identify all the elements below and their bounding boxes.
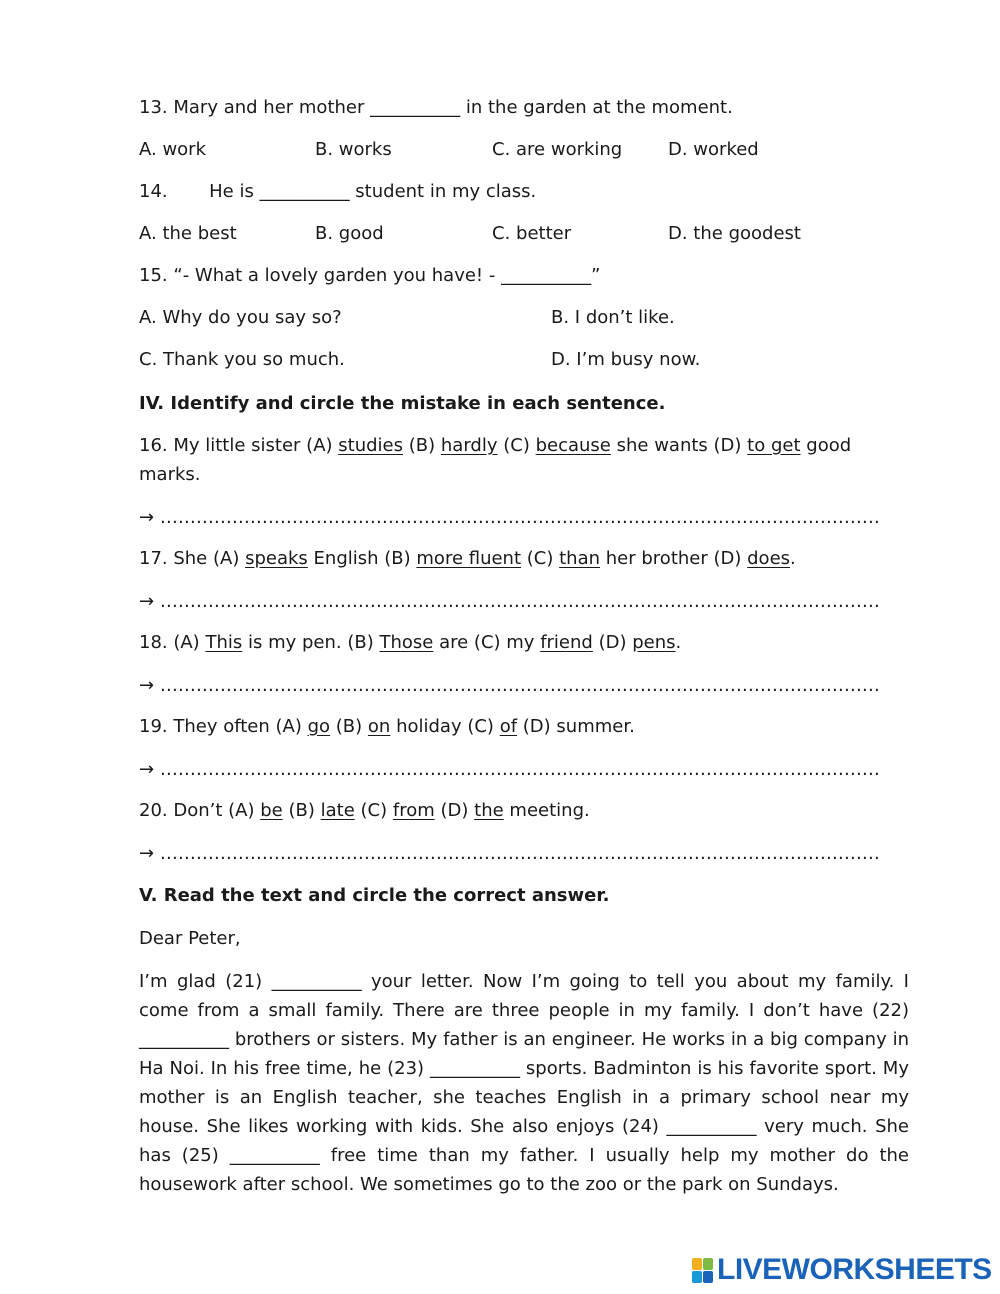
q20-choice-c[interactable]: from (392, 800, 435, 821)
q13-blank[interactable]: __________ (370, 97, 461, 118)
q16-choice-b[interactable]: hardly (440, 435, 498, 456)
q19-text-post: (D) summer. (522, 716, 635, 737)
q18-answer-line[interactable] (139, 674, 887, 698)
q17-text-m3: her brother (D) (605, 548, 742, 569)
q14-option-a[interactable]: A. the best (139, 223, 237, 244)
q16-label-b: (B) (408, 435, 436, 456)
q16-choice-c[interactable]: because (535, 435, 611, 456)
q19-label-b: (B) (335, 716, 363, 737)
q14-text-1: He is (209, 181, 254, 202)
q20-label-c: (C) (360, 800, 388, 821)
section-5-title: V. Read the text and circle the correct answer. (139, 885, 610, 906)
q17-choice-c[interactable]: than (559, 548, 601, 569)
q19-answer-line[interactable] (139, 758, 887, 782)
q16-label-c: (C) (503, 435, 530, 456)
q16-text-post: good (806, 435, 852, 456)
q18-text-m2: are (C) my (439, 632, 535, 653)
question-18 (139, 631, 681, 655)
q18-choice-b[interactable]: Those (379, 632, 434, 653)
q13-number: 13. (139, 97, 168, 118)
q14-number: 14. (139, 181, 168, 202)
q15-text: “- What a lovely garden you have! - (173, 265, 496, 286)
q18-choice-c[interactable]: friend (540, 632, 593, 653)
logo-square-2 (703, 1258, 713, 1270)
arrow-icon: → (139, 675, 155, 696)
q17-choice-d[interactable]: does (747, 548, 791, 569)
q13-option-c[interactable]: C. are working (492, 139, 623, 160)
q20-answer-line[interactable] (139, 842, 887, 866)
q14-option-b[interactable]: B. good (315, 223, 384, 244)
q17-label-c: (C) (526, 548, 554, 569)
logo-square-4 (703, 1271, 713, 1283)
q20-choice-b[interactable]: late (320, 800, 355, 821)
arrow-icon: → (139, 843, 155, 864)
q19-text-m2: holiday (C) (396, 716, 494, 737)
question-17 (139, 547, 796, 571)
q14-text-2: student in my class. (355, 181, 537, 202)
q15-blank[interactable]: __________ (501, 265, 592, 286)
q15-option-d[interactable]: D. I’m busy now. (551, 349, 701, 370)
q13-option-a[interactable]: A. work (139, 139, 206, 160)
q18-label-d: (D) (598, 632, 627, 653)
q18-choice-d[interactable]: pens (632, 632, 676, 653)
question-16 (139, 434, 851, 458)
q16-choice-d[interactable]: to get (747, 435, 801, 456)
q15-close-quote: ” (591, 265, 601, 286)
q19-choice-b[interactable]: on (367, 716, 391, 737)
answer-dots: ………………………………………………………………………………………………………… (159, 591, 880, 612)
q15-number: 15. (139, 265, 168, 286)
question-13 (139, 96, 733, 120)
question-20 (139, 799, 590, 823)
q18-choice-a[interactable]: This (205, 632, 243, 653)
q19-choice-a[interactable]: go (307, 716, 331, 737)
q20-text-pre: 20. Don’t (A) (139, 800, 255, 821)
q14-option-c[interactable]: C. better (492, 223, 572, 244)
logo-text: LIVEWORKSHEETS (717, 1253, 992, 1286)
q17-text-pre: 17. She (A) (139, 548, 240, 569)
question-15 (139, 264, 600, 288)
q19-choice-c[interactable]: of (499, 716, 518, 737)
q13-option-d[interactable]: D. worked (668, 139, 759, 160)
section-4-title: IV. Identify and circle the mistake in each sentence. (139, 393, 666, 414)
q20-label-d: (D) (440, 800, 469, 821)
q20-text-post: meeting. (509, 800, 590, 821)
logo-mark-icon (692, 1258, 713, 1283)
arrow-icon: → (139, 591, 155, 612)
question-14 (139, 180, 536, 204)
logo-square-1 (692, 1258, 702, 1270)
q19-text-pre: 19. They often (A) (139, 716, 302, 737)
q18-text-pre: 18. (A) (139, 632, 200, 653)
q14-option-d[interactable]: D. the goodest (668, 223, 801, 244)
question-19 (139, 715, 635, 739)
q13-text-2: in the garden at the moment. (465, 97, 733, 118)
q15-option-b[interactable]: B. I don’t like. (551, 307, 675, 328)
q20-choice-a[interactable]: be (260, 800, 283, 821)
q16-text-mid: she wants (D) (616, 435, 742, 456)
q13-text-1: Mary and her mother (173, 97, 365, 118)
q20-choice-d[interactable]: the (474, 800, 504, 821)
q16-choice-a[interactable]: studies (338, 435, 404, 456)
arrow-icon: → (139, 759, 155, 780)
q15-option-c[interactable]: C. Thank you so much. (139, 349, 345, 370)
q17-text-m1: English (B) (313, 548, 411, 569)
q16-continuation: marks. (139, 464, 201, 485)
q13-option-b[interactable]: B. works (315, 139, 392, 160)
liveworksheets-logo (692, 1255, 992, 1285)
logo-square-3 (692, 1271, 702, 1283)
q17-text-post: . (790, 548, 796, 569)
letter-greeting: Dear Peter, (139, 928, 241, 949)
answer-dots: ………………………………………………………………………………………………………… (159, 507, 880, 528)
q15-option-a[interactable]: A. Why do you say so? (139, 307, 342, 328)
letter-body: I’m glad (21) __________ your letter. Now I’m going to tell you about my family. I come from a small family. There are three people in my family. I don’t have (22) __________ brothers or sisters. My father is an engineer. He works in a big company in Ha Noi. In his free time, he (23) __________ sports. Badminton is his favorite sport. My mother is an English teacher, she teaches English in a primary school near my house. She likes working with kids. She also enjoys (24) __________ very much. She has (25) __________ free time than my father. I usually help my mother do the housework after school. We sometimes go to the zoo or the park on Sundays. (139, 971, 909, 1195)
q17-choice-b[interactable]: more fluent (416, 548, 522, 569)
q18-text-post: . (675, 632, 682, 653)
q17-choice-a[interactable]: speaks (245, 548, 308, 569)
answer-dots: ………………………………………………………………………………………………………… (159, 843, 880, 864)
q20-label-b: (B) (288, 800, 315, 821)
arrow-icon: → (139, 507, 155, 528)
answer-dots: ………………………………………………………………………………………………………… (159, 675, 880, 696)
q16-text-pre: 16. My little sister (A) (139, 435, 333, 456)
q16-answer-line[interactable] (139, 506, 887, 530)
q14-blank[interactable]: __________ (259, 181, 350, 202)
answer-dots: ………………………………………………………………………………………………………… (159, 759, 880, 780)
q18-text-m1: is my pen. (B) (247, 632, 374, 653)
q17-answer-line[interactable] (139, 590, 887, 614)
